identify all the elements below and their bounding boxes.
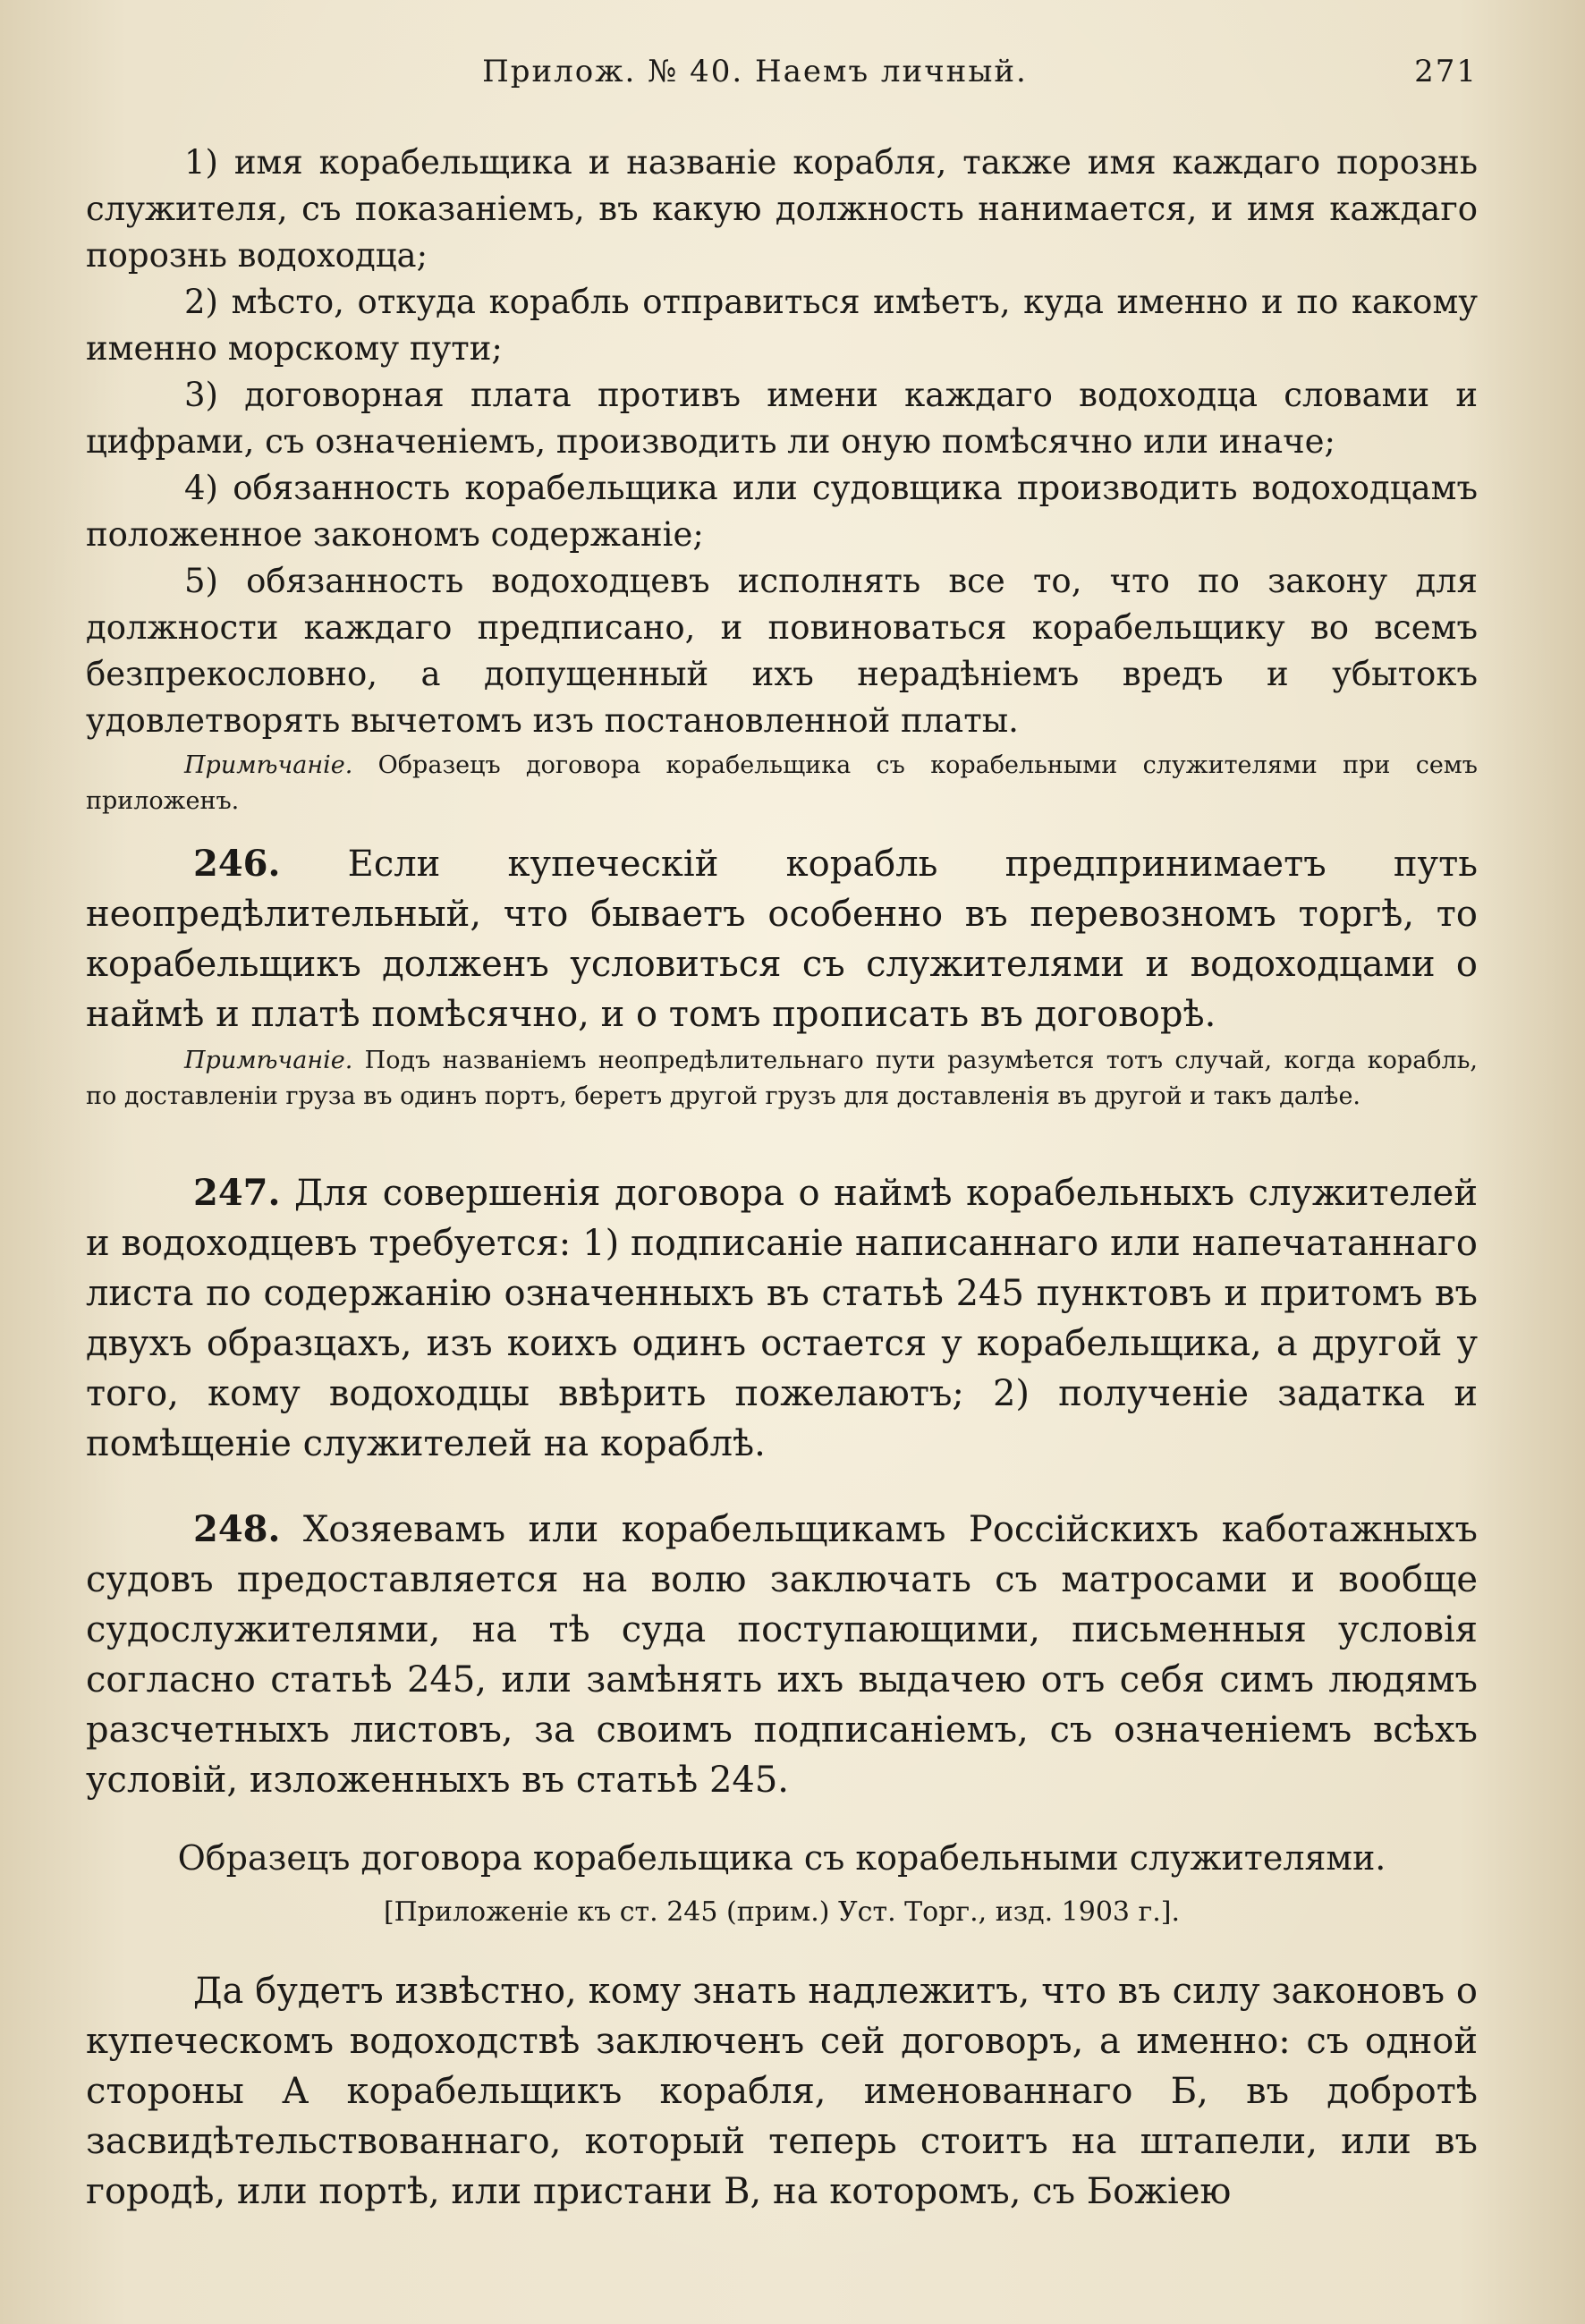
list-item-2: 2) мѣсто, откуда корабль отправиться имѣетъ, куда именно и по какому именно морскому пути; [86, 283, 1478, 368]
enumerated-items [86, 140, 1478, 744]
article-text: Если купеческій корабль предпринимаетъ путь неопредѣлительный, что бываетъ особенно въ перевозномъ торгѣ, то корабельщикъ долженъ условиться съ служителями и водоходцами о наймѣ и платѣ помѣсячно, и о томъ прописать въ договорѣ. [86, 844, 1478, 1035]
note-text: Образецъ договора корабельщика съ корабельными служителями при семъ приложенъ. [86, 751, 1478, 815]
article-number: 247. [193, 1172, 281, 1214]
note-label: Примѣчаніе. [184, 1047, 353, 1074]
list-item-5: 5) обязанность водоходцевъ исполнять все то, что по закону для должности каждаго предписано, и повиноваться корабельщику во всемъ безпрекословно, а допущенный ихъ нерадѣніемъ вредъ и убытокъ удовлетворять вычетомъ изъ постановленной платы. [86, 562, 1478, 740]
article-text: Для совершенія договора о наймѣ корабельныхъ служителей и водоходцевъ требуется: 1) подписаніе написаннаго или напечатаннаго листа по содержанію означенныхъ въ статьѣ 245 пунктовъ и притомъ въ двухъ образцахъ, изъ коихъ одинъ остается у корабельщика, а другой у того, кому водоходцы ввѣрить пожелаютъ; 2) полученіе задатка и помѣщеніе служителей на кораблѣ. [86, 1173, 1478, 1464]
sample-contract-text: Да будетъ извѣстно, кому знать надлежитъ, что въ силу законовъ о купеческомъ водоходствѣ заключенъ сей договоръ, а именно: съ одной стороны А корабельщикъ корабля, именованнаго Б, въ добротѣ засвидѣтельствованнаго, который теперь стоитъ на штапели, или въ городѣ, или портѣ, или пристани В, на которомъ, съ Божіею [86, 1971, 1478, 2212]
page-number: 271 [1414, 54, 1478, 89]
running-head-title: Прилож. № 40. Наемъ личный. [482, 54, 1028, 89]
note-label: Примѣчаніе. [184, 751, 353, 779]
list-item-3: 3) договорная плата противъ имени каждаго водоходца словами и цифрами, съ означеніемъ, производить ли оную помѣсячно или иначе; [86, 376, 1478, 461]
article-text: Хозяевамъ или корабельщикамъ Россійскихъ каботажныхъ судовъ предоставляется на волю заключать съ матросами и вообще судослужителями, на тѣ суда поступающими, письменныя условія согласно статьѣ 245, или замѣнять ихъ выдачею отъ себя симъ людямъ разсчетныхъ листовъ, за своимъ подписаніемъ, съ означеніемъ всѣхъ условій, изложенныхъ въ статьѣ 245. [86, 1509, 1478, 1801]
list-item-4: 4) обязанность корабельщика или судовщика производить водоходцамъ положенное закономъ содержаніе; [86, 469, 1478, 554]
running-head [86, 47, 1478, 100]
note-text: Подъ названіемъ неопредѣлительнаго пути разумѣется тотъ случай, когда корабль, по доставленіи груза въ одинъ портъ, беретъ другой грузъ для доставленія въ другой и такъ далѣе. [86, 1047, 1478, 1110]
article-number: 246. [193, 843, 281, 885]
article-248 [86, 1505, 1478, 1805]
article-246 [86, 839, 1478, 1039]
sample-contract-heading: Образецъ договора корабельщика съ корабельными служителями. [177, 1838, 1386, 1878]
note-indefinite-voyage [86, 1043, 1478, 1115]
list-item-1: 1) имя корабельщика и названіе корабля, также имя каждаго порознь служителя, съ показаніемъ, въ какую должность нанимается, и имя каждаго порознь водоходца; [86, 143, 1478, 275]
article-number: 248. [193, 1508, 281, 1550]
sample-contract-source: [Приложеніе къ ст. 245 (прим.) Уст. Торг., изд. 1903 г.]. [383, 1896, 1181, 1928]
article-247 [86, 1168, 1478, 1469]
note-sample-contract [86, 748, 1478, 819]
